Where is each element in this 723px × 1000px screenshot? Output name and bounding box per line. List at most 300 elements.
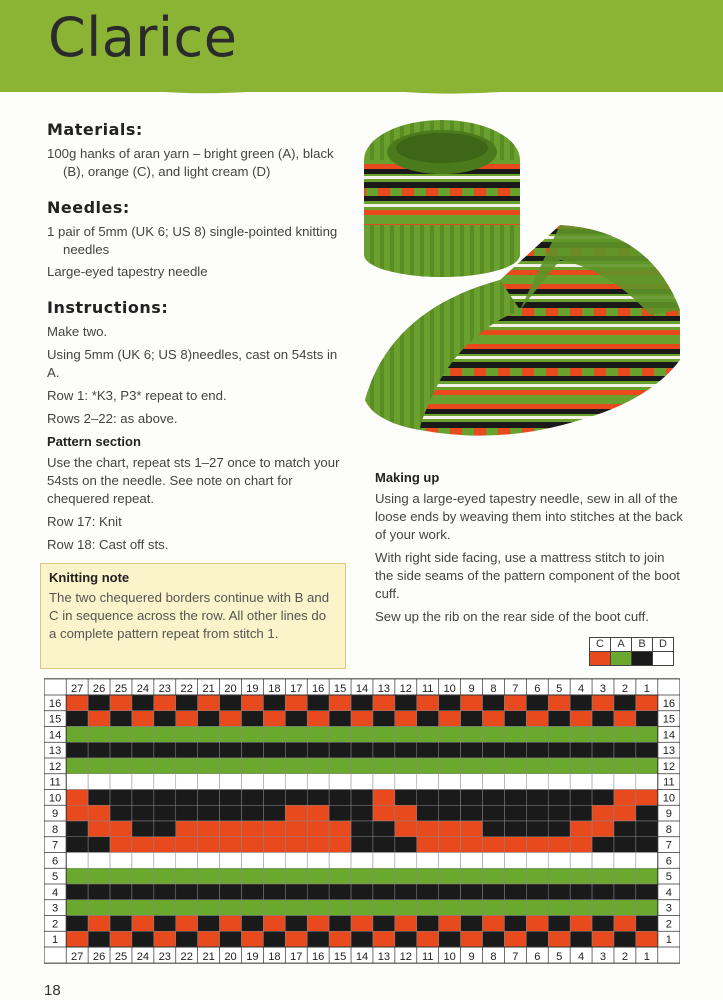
chart-cell <box>132 916 154 932</box>
chart-cell <box>592 931 614 947</box>
row-label: 3 <box>52 902 59 915</box>
chart-cell <box>614 916 636 932</box>
chart-cell <box>176 758 198 774</box>
chart-cell <box>220 821 242 837</box>
chart-cell <box>241 695 263 711</box>
note-text: The two chequered borders continue with B and C in sequence across the row. All other lines do a complete pattern repeat from stitch 1. <box>49 590 330 641</box>
chart-cell <box>351 742 373 758</box>
row-label: 15 <box>48 713 62 726</box>
chart-cell <box>329 821 351 837</box>
chart-cell <box>570 837 592 853</box>
chart-cell <box>439 742 461 758</box>
chart-cell <box>570 821 592 837</box>
chart-cell <box>307 868 329 884</box>
chart-cell <box>154 742 176 758</box>
column-label: 10 <box>443 951 456 964</box>
instruction-line: Rows 2–22: as above. <box>47 411 178 426</box>
legend-swatch <box>610 651 632 666</box>
column-label: 25 <box>114 682 128 695</box>
chart-cell <box>439 900 461 916</box>
chart-cell <box>241 805 263 821</box>
column-label: 2 <box>621 682 629 695</box>
chart-cell <box>198 774 220 790</box>
chart-cell <box>351 711 373 727</box>
chart-cell <box>351 695 373 711</box>
chart-cell <box>483 821 505 837</box>
chart-cell <box>461 931 483 947</box>
column-label: 21 <box>202 682 215 695</box>
chart-cell <box>329 711 351 727</box>
chart-cell <box>439 695 461 711</box>
chart-cell <box>548 726 570 742</box>
chart-cell <box>548 774 570 790</box>
chart-cell <box>307 805 329 821</box>
chart-cell <box>241 821 263 837</box>
chart-cell <box>307 774 329 790</box>
chart-cell <box>307 726 329 742</box>
chart-cell <box>395 884 417 900</box>
column-label: 24 <box>136 951 150 964</box>
chart-cell <box>548 916 570 932</box>
chart-cell <box>198 837 220 853</box>
chart-cell <box>241 868 263 884</box>
knitting-note-box <box>40 563 346 669</box>
instruction-line: Make two. <box>47 324 108 339</box>
chart-cell <box>636 853 658 869</box>
chart-cell <box>220 868 242 884</box>
chart-cell <box>504 931 526 947</box>
chart-cell <box>548 821 570 837</box>
chart-cell <box>417 884 439 900</box>
row-label: 2 <box>665 918 672 931</box>
chart-cell <box>526 742 548 758</box>
chart-cell <box>66 789 88 805</box>
chart-cell <box>614 884 636 900</box>
chart-cell <box>395 789 417 805</box>
chart-cell <box>526 774 548 790</box>
needles-heading: Needles: <box>47 198 130 217</box>
chart-cell <box>307 884 329 900</box>
chart-cell <box>373 805 395 821</box>
chart-cell <box>88 774 110 790</box>
chart-cell <box>504 742 526 758</box>
chart-cell <box>439 758 461 774</box>
chart-cell <box>483 774 505 790</box>
chart-cell <box>88 726 110 742</box>
chart-cell <box>329 916 351 932</box>
chart-cell <box>504 789 526 805</box>
chart-cell <box>154 695 176 711</box>
chart-cell <box>66 695 88 711</box>
chart-cell <box>220 774 242 790</box>
chart-cell <box>220 884 242 900</box>
chart-cell <box>285 868 307 884</box>
chart-cell <box>417 916 439 932</box>
chart-cell <box>373 821 395 837</box>
chart-cell <box>88 853 110 869</box>
chart-cell <box>132 868 154 884</box>
chart-cell <box>220 789 242 805</box>
chart-cell <box>570 805 592 821</box>
chart-cell <box>548 884 570 900</box>
chart-cell <box>417 789 439 805</box>
chart-cell <box>66 900 88 916</box>
instructions-heading: Instructions: <box>47 298 169 317</box>
chart-cell <box>329 837 351 853</box>
chart-cell <box>592 742 614 758</box>
chart-cell <box>417 711 439 727</box>
chart-cell <box>417 774 439 790</box>
legend-label: B <box>631 637 653 652</box>
making-up-line: Using a large-eyed tapestry needle, sew in all of the loose ends by weaving them into stitches at the back of your work. <box>375 491 683 542</box>
chart-cell <box>636 821 658 837</box>
chart-cell <box>285 837 307 853</box>
chart-cell <box>307 837 329 853</box>
chart-cell <box>132 758 154 774</box>
chart-cell <box>592 789 614 805</box>
chart-cell <box>220 742 242 758</box>
chart-cell <box>636 711 658 727</box>
chart-cell <box>263 774 285 790</box>
chart-cell <box>154 916 176 932</box>
chart-cell <box>526 821 548 837</box>
chart-cell <box>548 868 570 884</box>
chart-cell <box>110 884 132 900</box>
chart-cell <box>154 805 176 821</box>
chart-cell <box>570 726 592 742</box>
chart-cell <box>285 805 307 821</box>
chart-cell <box>285 853 307 869</box>
chart-cell <box>132 805 154 821</box>
chart-cell <box>176 711 198 727</box>
row-label: 12 <box>48 760 62 773</box>
chart-cell <box>439 821 461 837</box>
chart-cell <box>483 931 505 947</box>
chart-cell <box>461 853 483 869</box>
chart-cell <box>285 789 307 805</box>
chart-cell <box>636 837 658 853</box>
chart-cell <box>351 837 373 853</box>
needles-section <box>47 198 347 281</box>
chart-cell <box>307 853 329 869</box>
chart-cell <box>285 711 307 727</box>
chart-cell <box>395 726 417 742</box>
chart-cell <box>636 742 658 758</box>
chart-cell <box>110 726 132 742</box>
chart-cell <box>504 916 526 932</box>
chart-cell <box>417 805 439 821</box>
column-label: 14 <box>355 951 369 964</box>
pattern-heading: Pattern section <box>47 434 141 449</box>
chart-cell <box>132 931 154 947</box>
chart-cell <box>439 805 461 821</box>
chart-cell <box>132 884 154 900</box>
chart-cell <box>417 695 439 711</box>
column-label: 15 <box>333 951 347 964</box>
column-label: 16 <box>312 682 325 695</box>
row-label: 16 <box>48 697 62 710</box>
row-label: 16 <box>662 697 676 710</box>
chart-cell <box>176 931 198 947</box>
chart-cell <box>592 837 614 853</box>
chart-cell <box>504 853 526 869</box>
chart-cell <box>220 916 242 932</box>
column-label: 5 <box>556 682 563 695</box>
chart-cell <box>504 711 526 727</box>
column-label: 3 <box>599 951 607 964</box>
chart-cell <box>198 726 220 742</box>
chart-cell <box>241 726 263 742</box>
chart-cell <box>483 837 505 853</box>
chart-cell <box>176 916 198 932</box>
column-label: 25 <box>114 951 128 964</box>
chart-cell <box>307 931 329 947</box>
chart-cell <box>548 711 570 727</box>
chart-cell <box>395 868 417 884</box>
chart-cell <box>614 726 636 742</box>
chart-cell <box>614 900 636 916</box>
chart-cell <box>439 789 461 805</box>
column-label: 7 <box>512 951 519 964</box>
legend-label: C <box>589 637 611 652</box>
chart-cell <box>263 742 285 758</box>
chart-cell <box>614 837 636 853</box>
chart-cell <box>592 758 614 774</box>
chart-cell <box>614 821 636 837</box>
chart-cell <box>439 774 461 790</box>
chart-cell <box>636 916 658 932</box>
row-label: 1 <box>52 934 59 947</box>
chart-cell <box>66 837 88 853</box>
chart-cell <box>263 726 285 742</box>
column-label: 19 <box>246 682 259 695</box>
chart-cell <box>439 916 461 932</box>
chart-cell <box>395 711 417 727</box>
chart-cell <box>461 821 483 837</box>
chart-cell <box>241 884 263 900</box>
chart-cell <box>526 868 548 884</box>
column-label: 17 <box>290 951 303 964</box>
chart-cell <box>592 711 614 727</box>
chart-cell <box>592 821 614 837</box>
column-label: 22 <box>180 951 193 964</box>
row-label: 7 <box>52 839 59 852</box>
column-label: 17 <box>290 682 303 695</box>
chart-cell <box>483 900 505 916</box>
chart-cell <box>110 758 132 774</box>
chart-cell <box>110 711 132 727</box>
chart-cell <box>198 868 220 884</box>
chart-cell <box>351 774 373 790</box>
column-label: 13 <box>377 951 391 964</box>
chart-cell <box>66 916 88 932</box>
column-label: 6 <box>534 682 541 695</box>
chart-cell <box>439 711 461 727</box>
chart-cell <box>307 900 329 916</box>
materials-text: 100g hanks of aran yarn – bright green (A), black (B), orange (C), and light cream (D) <box>47 146 334 179</box>
chart-cell <box>483 726 505 742</box>
chart-cell <box>351 900 373 916</box>
row-label: 8 <box>52 823 59 836</box>
row-label: 14 <box>48 729 62 742</box>
chart-cell <box>154 853 176 869</box>
chart-cell <box>636 726 658 742</box>
chart-cell <box>132 789 154 805</box>
chart-cell <box>614 695 636 711</box>
chart-cell <box>614 853 636 869</box>
chart-cell <box>504 900 526 916</box>
chart-cell <box>198 742 220 758</box>
chart-cell <box>526 931 548 947</box>
row-label: 11 <box>663 776 675 789</box>
chart-cell <box>66 774 88 790</box>
chart-cell <box>395 821 417 837</box>
chart-cell <box>483 711 505 727</box>
row-label: 10 <box>48 792 62 805</box>
chart-cell <box>154 868 176 884</box>
chart-cell <box>263 837 285 853</box>
chart-cell <box>307 789 329 805</box>
chart-cell <box>548 853 570 869</box>
chart-cell <box>263 758 285 774</box>
chart-cell <box>483 742 505 758</box>
chart-cell <box>504 758 526 774</box>
chart-cell <box>614 868 636 884</box>
chart-cell <box>110 789 132 805</box>
chart-cell <box>373 837 395 853</box>
chart-cell <box>373 774 395 790</box>
chart-cell <box>88 868 110 884</box>
row-label: 2 <box>52 918 59 931</box>
chart-cell <box>285 916 307 932</box>
chart-cell <box>439 853 461 869</box>
chart-cell <box>592 868 614 884</box>
chart-cell <box>504 884 526 900</box>
chart-cell <box>504 837 526 853</box>
row-label: 12 <box>662 760 676 773</box>
chart-cell <box>351 758 373 774</box>
chart-cell <box>592 774 614 790</box>
chart-cell <box>263 821 285 837</box>
chart-cell <box>307 695 329 711</box>
chart-cell <box>351 821 373 837</box>
chart-cell <box>110 868 132 884</box>
chart-cell <box>417 900 439 916</box>
column-label: 13 <box>377 682 391 695</box>
column-label: 1 <box>643 951 650 964</box>
chart-cell <box>373 789 395 805</box>
chart-cell <box>461 711 483 727</box>
chart-cell <box>66 853 88 869</box>
row-label: 1 <box>665 934 672 947</box>
chart-cell <box>483 758 505 774</box>
chart-cell <box>132 695 154 711</box>
chart-cell <box>614 931 636 947</box>
chart-cell <box>636 774 658 790</box>
chart-cell <box>110 774 132 790</box>
chart-cell <box>548 695 570 711</box>
row-label: 6 <box>665 855 672 868</box>
column-label: 4 <box>578 682 585 695</box>
chart-cell <box>461 758 483 774</box>
chart-cell <box>263 884 285 900</box>
chart-cell <box>636 805 658 821</box>
chart-cell <box>373 916 395 932</box>
chart-cell <box>220 711 242 727</box>
chart-cell <box>285 884 307 900</box>
chart-cell <box>220 805 242 821</box>
column-label: 10 <box>443 682 456 695</box>
chart-cell <box>285 695 307 711</box>
boot-cuff-photo <box>350 100 690 460</box>
chart-cell <box>483 884 505 900</box>
column-label: 8 <box>490 682 497 695</box>
chart-cell <box>373 711 395 727</box>
chart-cell <box>154 774 176 790</box>
chart-cell <box>263 853 285 869</box>
chart-cell <box>154 711 176 727</box>
chart-cell <box>307 758 329 774</box>
chart-cell <box>88 821 110 837</box>
materials-heading: Materials: <box>47 120 143 139</box>
column-label: 23 <box>158 951 171 964</box>
chart-cell <box>66 742 88 758</box>
chart-cell <box>263 931 285 947</box>
chart-cell <box>570 711 592 727</box>
chart-cell <box>198 711 220 727</box>
chart-cell <box>417 821 439 837</box>
chart-cell <box>483 695 505 711</box>
chart-cell <box>176 789 198 805</box>
chart-cell <box>220 931 242 947</box>
column-label: 20 <box>224 951 237 964</box>
chart-cell <box>241 758 263 774</box>
chart-cell <box>241 916 263 932</box>
chart-cell <box>461 868 483 884</box>
legend-swatch <box>589 651 611 666</box>
chart-cell <box>439 726 461 742</box>
chart-cell <box>570 758 592 774</box>
chart-cell <box>395 805 417 821</box>
chart-cell <box>570 853 592 869</box>
column-label: 19 <box>246 951 259 964</box>
chart-cell <box>373 726 395 742</box>
column-label: 20 <box>224 682 237 695</box>
chart-cell <box>504 805 526 821</box>
chart-cell <box>636 884 658 900</box>
chart-cell <box>285 900 307 916</box>
chart-cell <box>132 821 154 837</box>
chart-cell <box>636 868 658 884</box>
column-label: 2 <box>621 951 629 964</box>
chart-cell <box>329 774 351 790</box>
chart-cell <box>285 774 307 790</box>
row-label: 14 <box>662 729 676 742</box>
chart-cell <box>570 742 592 758</box>
chart-cell <box>548 805 570 821</box>
chart-cell <box>526 900 548 916</box>
chart-cell <box>373 758 395 774</box>
chart-cell <box>154 726 176 742</box>
chart-cell <box>526 789 548 805</box>
chart-cell <box>548 742 570 758</box>
chart-cell <box>570 868 592 884</box>
pattern-line: Row 17: Knit <box>47 514 122 529</box>
chart-cell <box>373 884 395 900</box>
needles-item: 1 pair of 5mm (UK 6; US 8) single-pointed knitting needles <box>47 224 338 257</box>
chart-cell <box>592 805 614 821</box>
chart-cell <box>176 900 198 916</box>
